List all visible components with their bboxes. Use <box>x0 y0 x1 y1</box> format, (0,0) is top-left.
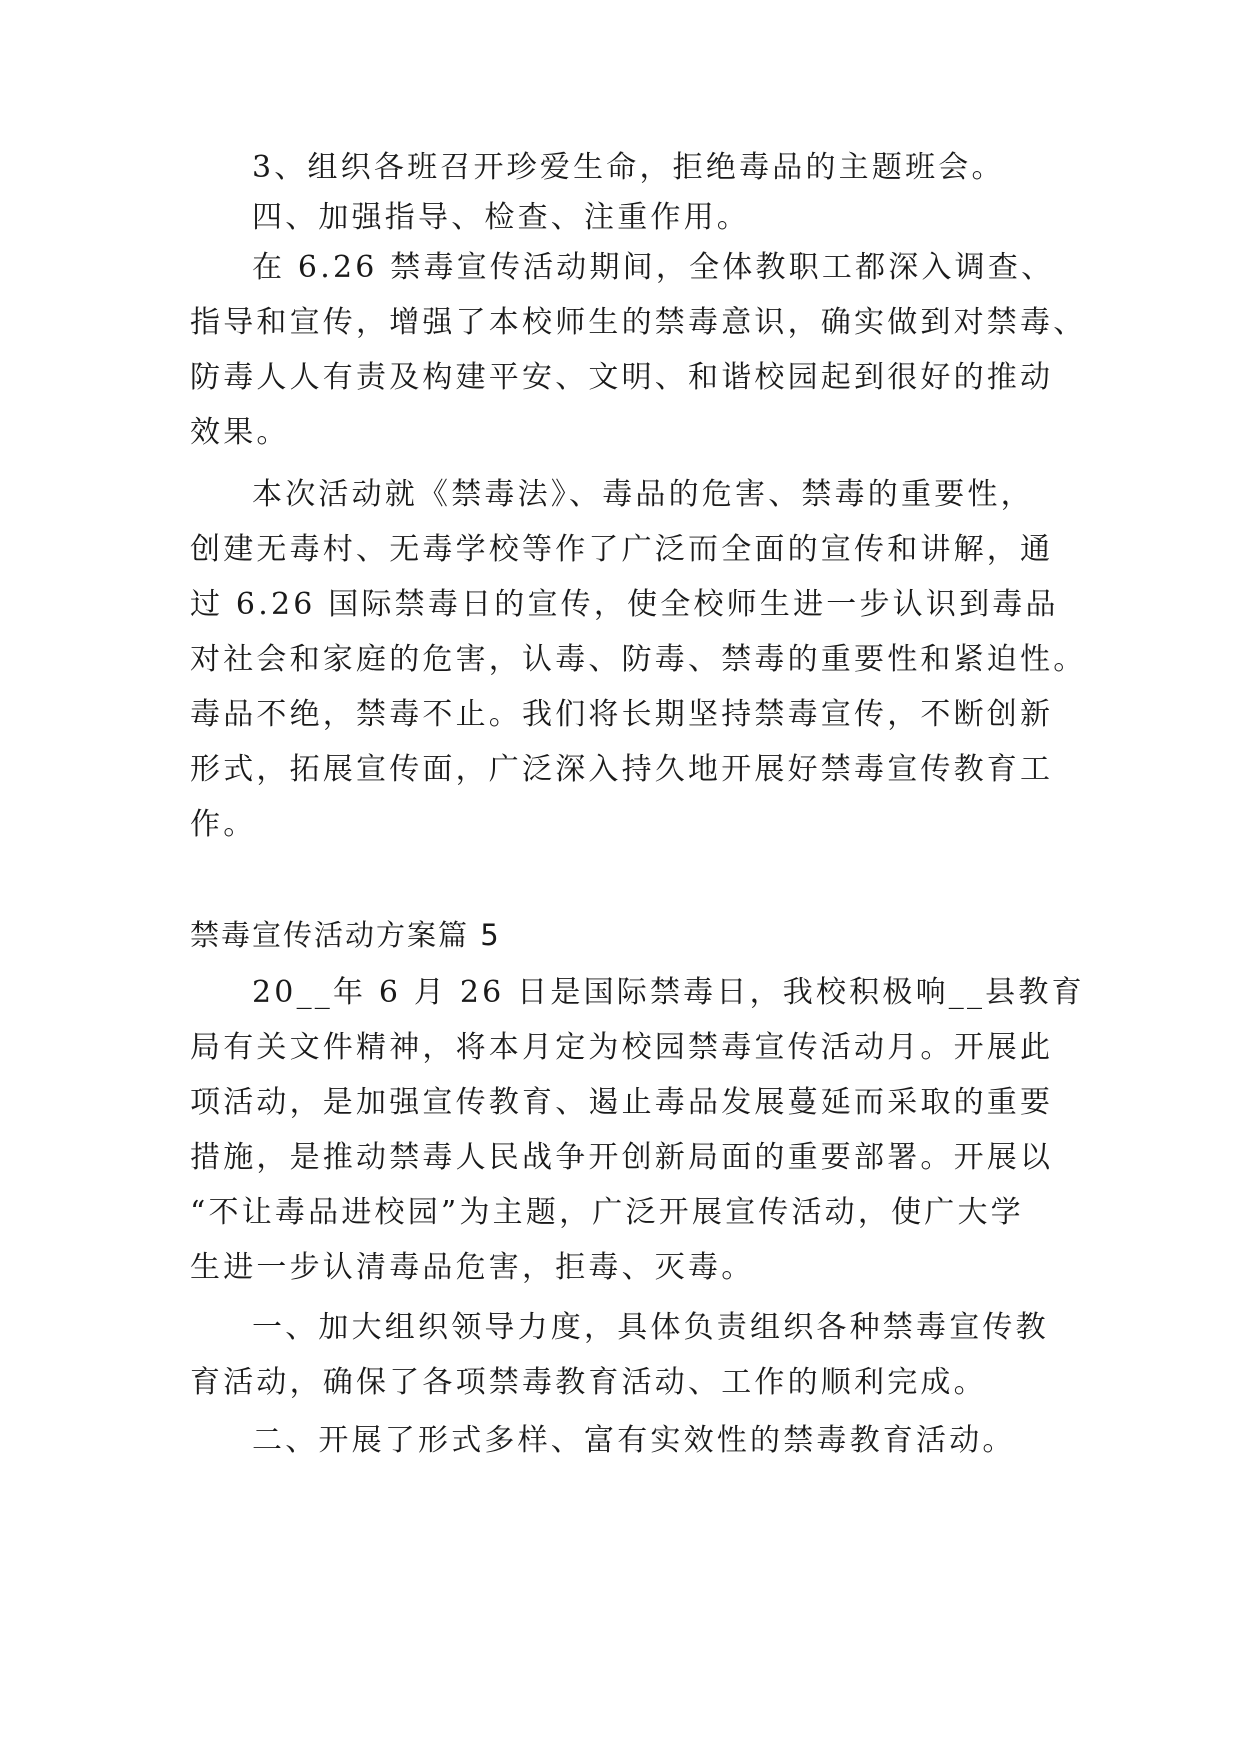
paragraph-line: 创建无毒村、无毒学校等作了广泛而全面的宣传和讲解，通 <box>190 532 1054 567</box>
paragraph-line: 在 6.26 禁毒宣传活动期间，全体教职工都深入调查、 <box>252 250 1055 285</box>
section-heading: 禁毒宣传活动方案篇 5 <box>190 918 501 952</box>
paragraph-line: 生进一步认清毒品危害，拒毒、灭毒。 <box>190 1250 755 1285</box>
paragraph-line: 项活动，是加强宣传教育、遏止毒品发展蔓延而采取的重要 <box>190 1085 1054 1120</box>
paragraph-line: 对社会和家庭的危害，认毒、防毒、禁毒的重要性和紧迫性。 <box>190 642 1087 677</box>
paragraph-line: 一、加大组织领导力度，具体负责组织各种禁毒宣传教 <box>252 1310 1049 1345</box>
paragraph-line: 育活动，确保了各项禁毒教育活动、工作的顺利完成。 <box>190 1365 987 1400</box>
paragraph-line: 形式，拓展宣传面，广泛深入持久地开展好禁毒宣传教育工 <box>190 752 1054 787</box>
paragraph-line: 作。 <box>190 807 257 842</box>
paragraph-line: 本次活动就《禁毒法》、毒品的危害、禁毒的重要性， <box>252 477 1034 512</box>
paragraph-line: 四、加强指导、检查、注重作用。 <box>252 200 750 235</box>
paragraph-line: “不让毒品进校园”为主题，广泛开展宣传活动，使广大学 <box>190 1195 1024 1230</box>
paragraph-line: 措施，是推动禁毒人民战争开创新局面的重要部署。开展以 <box>190 1140 1054 1175</box>
paragraph-line: 指导和宣传，增强了本校师生的禁毒意识，确实做到对禁毒、 <box>190 305 1087 340</box>
paragraph-line: 毒品不绝，禁毒不止。我们将长期坚持禁毒宣传，不断创新 <box>190 697 1054 732</box>
paragraph-line: 效果。 <box>190 415 290 450</box>
paragraph-line: 二、开展了形式多样、富有实效性的禁毒教育活动。 <box>252 1423 1016 1458</box>
paragraph-line: 20__年 6 月 26 日是国际禁毒日，我校积极响__县教育 <box>252 975 1085 1010</box>
paragraph-line: 3、组织各班召开珍爱生命，拒绝毒品的主题班会。 <box>252 150 1005 185</box>
paragraph-line: 局有关文件精神，将本月定为校园禁毒宣传活动月。开展此 <box>190 1030 1054 1065</box>
paragraph-line: 防毒人人有责及构建平安、文明、和谐校园起到很好的推动 <box>190 360 1054 395</box>
paragraph-line: 过 6.26 国际禁毒日的宣传，使全校师生进一步认识到毒品 <box>190 587 1059 622</box>
